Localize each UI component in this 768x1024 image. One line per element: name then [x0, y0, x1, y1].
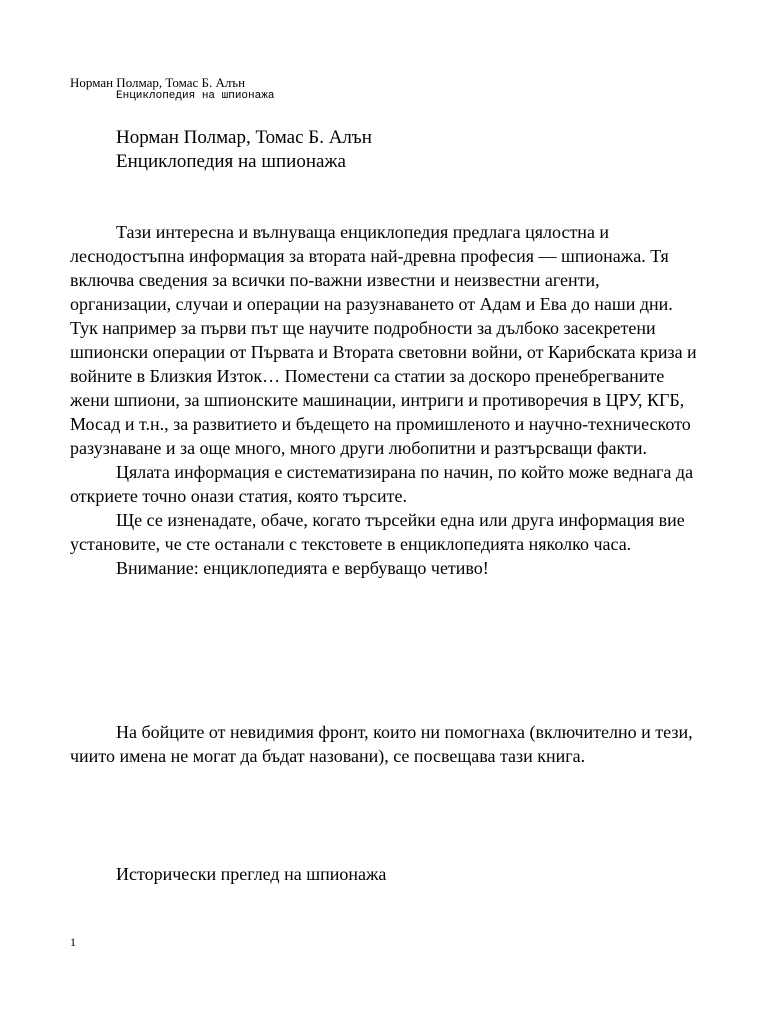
intro-paragraph: Цялата информация е систематизирана по начин, по който може веднага да откриете точно онази статия, която търсите. [70, 462, 694, 506]
intro-paragraph: Тази интересна и вълнуваща енциклопедия предлага цялостна и леснодостъпна информация за втората най-древна професия — шпионажа. Тя включва сведения за всички по-важни известни и неизвестни агенти, организации, случаи и операции на разузнаването от Адам и Ева до наши дни. Тук например за първи път ще научите подробности за дълбоко засекретени шпионски операции от Първата и Втората световни войни, от Карибската криза и войните в Близкия Изток… Поместени са статии за доскоро пренебрегваните жени шпиони, за шпионските машинации, интриги и противоречия в ЦРУ, КГБ, Мосад и т.н., за развитието и бъдещето на промишленото и научно-техническото разузнаване и за още много, много други любопитни и разтърсващи факти. [70, 222, 697, 458]
book-authors: Норман Полмар, Томас Б. Алън [116, 127, 372, 148]
section-heading: Исторически преглед на шпионажа [116, 864, 387, 884]
page-number: 1 [70, 935, 76, 949]
running-header-title: Енциклопедия на шпионажа [116, 90, 275, 102]
intro-paragraph: Внимание: енциклопедията е вербуващо четиво! [116, 558, 489, 578]
dedication [70, 720, 700, 768]
intro-paragraph: Ще се изненадате, обаче, когато търсейки една или друга информация вие установите, че сте останали с текстовете в енциклопедията няколко часа. [70, 510, 685, 554]
running-header-authors: Норман Полмар, Томас Б. Алън [70, 75, 246, 90]
intro-text [70, 220, 700, 580]
book-title: Енциклопедия на шпионажа [116, 151, 346, 172]
dedication-paragraph: На бойците от невидимия фронт, които ни помогнаха (включително и тези, чиито имена не могат да бъдат назовани), се посвещава тази книга. [70, 722, 693, 766]
